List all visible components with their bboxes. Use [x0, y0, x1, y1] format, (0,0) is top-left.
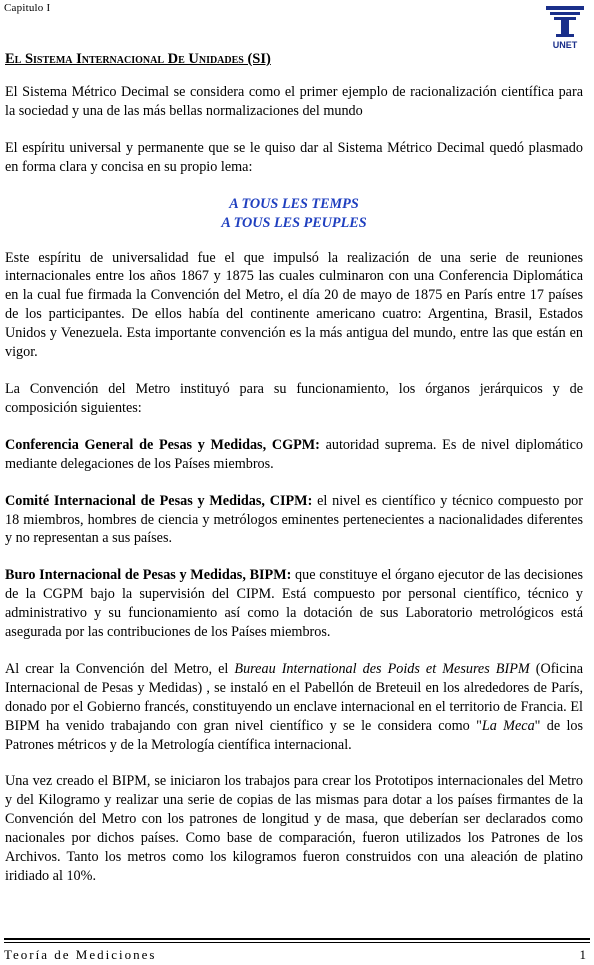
motto-line-1: A TOUS LES TEMPS — [229, 195, 359, 212]
footer-title: Teoría de Mediciones — [4, 947, 157, 962]
bureau-text-a: Al crear la Convención del Metro, el — [5, 660, 235, 677]
paragraph-bureau — [5, 660, 583, 755]
paragraph-cgpm — [5, 436, 583, 474]
paragraph-bipm — [5, 566, 583, 642]
la-meca: La Meca — [481, 717, 535, 734]
paragraph-intro: El Sistema Métrico Decimal se considera como el primer ejemplo de racionalización científica para la sociedad y una de las más bellas normalizaciones del mundo — [5, 83, 583, 119]
page-number: 1 — [579, 947, 586, 962]
motto — [5, 195, 583, 233]
bureau-name: Bureau International des Poids et Mesures BIPM — [234, 660, 530, 677]
chapter-header: Capitulo I — [4, 2, 51, 14]
paragraph-cipm — [5, 492, 583, 549]
cgpm-definition: autoridad suprema. Es de nivel diplomático mediante delegaciones de los Países miembros. — [5, 436, 583, 472]
bipm-term: Buro Internacional de Pesas y Medidas, BIPM: — [5, 567, 292, 584]
page-title: El Sistema Internacional De Unidades (SI) — [5, 51, 271, 67]
footer-rule — [4, 938, 590, 940]
paragraph-history: Este espíritu de universalidad fue el que impulsó la realización de una serie de reuniones internacionales entre los años 1867 y 1875 las cuales culminaron con una Conferencia Diplomática en la cual fue firmada la Convención del Metro, el día 20 de mayo de 1875 en París entre 17 países de los participantes. De ellos había del continente americano cuatro: Argentina, Brasil, Estados Unidos y Venezuela. Esta importante convención es la más antigua del mundo, entre las que están en vigor. — [5, 249, 583, 361]
paragraph-organs: La Convención del Metro instituyó para su funcionamiento, los órganos jerárquicos y de composición siguientes: — [5, 380, 583, 416]
paragraph-prototypes: Una vez creado el BIPM, se iniciaron los trabajos para crear los Prototipos internacionales del Metro y del Kilogramo y realizar una serie de copias de las mismas para dotar a los países firmantes de la Convención del Metro con los patrones de longitud y de masa, que deberían ser declarados como nacionales por dichos países. Como base de comparación, fueron utilizados los Patrones de los Archivos. Tanto los metros como los kilogramos fueron construidos con una aleación de platino iridiado al 10%. — [5, 773, 583, 884]
paragraph-spirit: El espíritu universal y permanente que se le quiso dar al Sistema Métrico Decimal quedó plasmado en forma clara y concisa en su propio lema: — [5, 139, 583, 175]
bureau-text-b: (Oficina Internacional de Pesas y Medidas) , se instaló en el Pabellón de Breteuil en los alrededores de París, donado por el Gobierno francés, constituyendo un enclave internacional en el territorio de Francia. El BIPM ha venido trabajando con gran nivel científico y se le considera como " — [5, 660, 583, 734]
cipm-definition: el nivel es científico y técnico compuesto por 18 miembros, hombres de ciencia y metrólogos eminentes pertenecientes a nacionalidades diferentes y no representan a sus países. — [5, 492, 583, 547]
footer-rule-thin — [4, 942, 590, 943]
cgpm-term: Conferencia General de Pesas y Medidas, CGPM: — [5, 436, 320, 453]
unet-logo — [542, 4, 588, 50]
motto-line-2: A TOUS LES PEUPLES — [221, 214, 367, 231]
logo-text: UNET — [552, 40, 578, 50]
document-body — [5, 50, 583, 904]
bureau-text-c: " de los Patrones métricos y de la Metrología científica internacional. — [5, 717, 584, 753]
bipm-definition: que constituye el órgano ejecutor de las decisiones de la CGPM bajo la supervisión del CIPM. Está compuesto por personal científico, técnico y administrativo y su funcionamiento así como la dotación de sus Laboratorio metrológicos está asegurada por las contribuciones de los Países miembros. — [5, 567, 583, 641]
cipm-term: Comité Internacional de Pesas y Medidas, CIPM: — [5, 492, 313, 509]
